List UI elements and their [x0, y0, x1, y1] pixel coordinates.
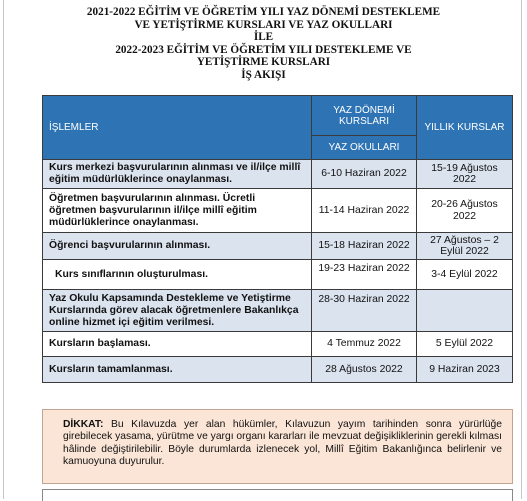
- task-cell: Öğrenci başvurularının alınması.: [43, 233, 312, 260]
- header-yaz-donemi-kurslari: YAZ DÖNEMİ KURSLARI: [312, 96, 417, 136]
- table-row: [43, 357, 513, 383]
- table-row: [43, 260, 513, 290]
- next-section-box: [42, 489, 513, 501]
- header-yaz-okullari: YAZ OKULLARI: [312, 136, 417, 160]
- workflow-table: [42, 95, 513, 383]
- annual-date-cell: 3-4 Eylül 2022: [417, 260, 513, 290]
- warning-note: [42, 409, 513, 484]
- annual-date-cell: [417, 290, 513, 332]
- note-text: Bu Kılavuzda yer alan hükümler, Kılavuzun yayım tarihinden sonra yürürlüğe girebilecek yasama, yürütme ve yargı organı kararları ile mevzuat değişikliklerinin gerekli kılması hâlinde değiştirilebilir. Böyle durumlarda izlenecek yol, Millî Eğitim Bakanlığınca belirlenir ve kamuoyuna duyurulur.: [63, 419, 502, 468]
- task-cell: Yaz Okulu Kapsamında Destekleme ve Yetiştirme Kurslarında görev alacak öğretmenlere Bakanlıkça online hizmet içi eğitim verilmesi.: [43, 290, 312, 332]
- task-cell: Kurs sınıflarının oluşturulması.: [43, 260, 312, 290]
- table-row: [43, 290, 513, 332]
- title-line-2: VE YETİŞTİRME KURSLARI VE YAZ OKULLARI: [134, 18, 393, 31]
- header-islemler: İŞLEMLER: [43, 96, 312, 160]
- annual-date-cell: 27 Ağustos – 2 Eylül 2022: [417, 233, 513, 260]
- title-line-3: İLE: [253, 31, 274, 44]
- title-line-5: YETİŞTİRME KURSLARI: [196, 56, 331, 69]
- summer-date-cell: 28 Ağustos 2022: [312, 357, 417, 383]
- title-line-1: 2021-2022 EĞİTİM VE ÖĞRETİM YILI YAZ DÖNEMİ DESTEKLEME: [86, 6, 441, 18]
- task-cell: Öğretmen başvurularının alınması. Ücretli öğretmen başvurularının il/ilçe millî eğitim müdürlüklerince onaylanması.: [43, 189, 312, 233]
- annual-date-cell: 20-26 Ağustos 2022: [417, 189, 513, 233]
- summer-date-cell: 6-10 Haziran 2022: [312, 160, 417, 189]
- title-line-6: İŞ AKIŞI: [241, 68, 286, 81]
- task-cell: Kursların başlaması.: [43, 332, 312, 357]
- task-cell: Kurs merkezi başvurularının alınması ve il/ilçe millî eğitim müdürlüklerince onaylanması.: [43, 160, 312, 189]
- summer-date-cell: 15-18 Haziran 2022: [312, 233, 417, 260]
- table-row: [43, 332, 513, 357]
- title-line-4: 2022-2023 EĞİTİM VE ÖĞRETİM YILI DESTEKLEME VE: [115, 43, 412, 56]
- header-yillik-kurslar: YILLIK KURSLAR: [417, 96, 513, 160]
- annual-date-cell: 5 Eylül 2022: [417, 332, 513, 357]
- table-row: [43, 160, 513, 189]
- table-row: [43, 233, 513, 260]
- document-title: [0, 6, 527, 82]
- annual-date-cell: 15-19 Ağustos 2022: [417, 160, 513, 189]
- task-cell: Kursların tamamlanması.: [43, 357, 312, 383]
- summer-date-cell: 4 Temmuz 2022: [312, 332, 417, 357]
- annual-date-cell: 9 Haziran 2023: [417, 357, 513, 383]
- note-label: DİKKAT:: [63, 419, 104, 430]
- summer-date-cell: 28-30 Haziran 2022: [312, 290, 417, 332]
- summer-date-cell: 19-23 Haziran 2022: [312, 260, 417, 290]
- table-row: [43, 189, 513, 233]
- summer-date-cell: 11-14 Haziran 2022: [312, 189, 417, 233]
